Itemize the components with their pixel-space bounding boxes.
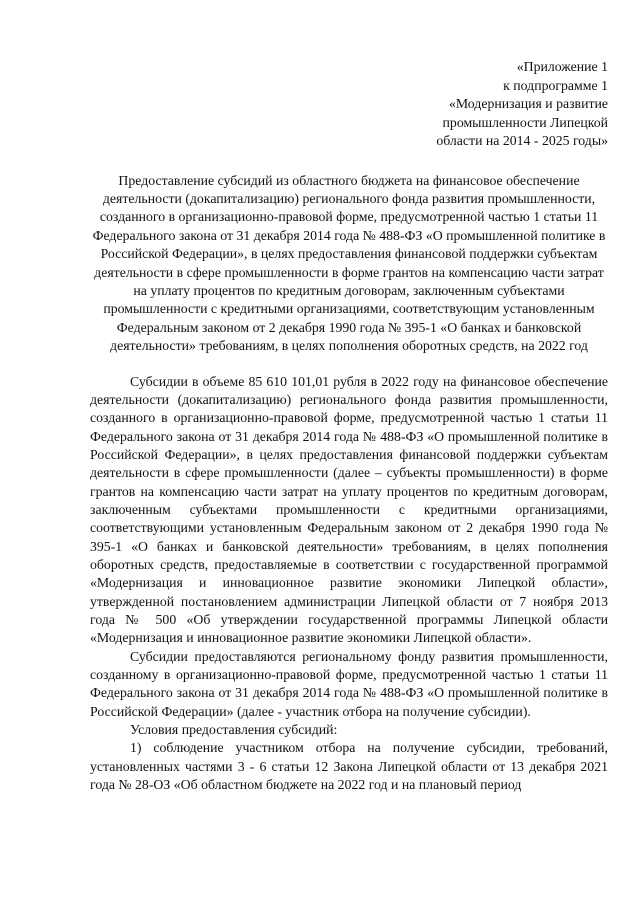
body-paragraph: Субсидии предоставляются региональному фонду развития промышленности, созданному в организационно-правовой форме, предусмотренной частью 1 статьи 11 Федерального закона от 31 декабря 2014 года № 488-ФЗ «О промышленной политике в Российской Федерации» (далее - участник отбора на получение субсидии). — [90, 648, 608, 719]
appendix-line: «Модернизация и развитие — [448, 96, 608, 111]
appendix-line: «Приложение 1 — [516, 59, 608, 74]
body-paragraph: Условия предоставления субсидий: — [130, 722, 338, 738]
body-paragraph: Субсидии в объеме 85 610 101,01 рубля в 2022 году на финансовое обеспечение деятельности (докапитализацию) регионального фонда развития промышленности, созданного в организационно-правовой форме, предусмотренной частью 1 статьи 11 Федерального закона от 31 декабря 2014 года № 488-ФЗ «О промышленной политике в Российской Федерации», в целях предоставления финансовой поддержки субъектам деятельности в сфере промышленности (далее – субъекты промышленности) в форме грантов на компенсацию части затрат на уплату процентов по кредитным договорам, заключенным субъектами промышленности с кредитными организациями, соответствующими установленным Федеральным законом от 2 декабря 1990 года № 395-1 «О банках и банковской деятельности» требованиям, в целях пополнения оборотных средств, предоставляемые в соответствии с государственной программой «Модернизация и инновационное развитие экономики Липецкой области», утвержденной постановлением администрации Липецкой области от 7 ноября 2013 года № 500 «Об утверждении государственной программы Липецкой области «Модернизация и инновационное развитие экономики Липецкой области». — [90, 373, 608, 646]
appendix-line: к подпрограмме 1 — [503, 77, 608, 93]
body-paragraph: 1) соблюдение участником отбора на получение субсидии, требований, установленных частями 3 - 6 статьи 12 Закона Липецкой области от 13 декабря 2021 года № 28-ОЗ «Об областном бюджете на 2022 год и на плановый период — [90, 740, 608, 793]
appendix-line: промышленности Липецкой — [442, 114, 608, 130]
appendix-header — [90, 58, 608, 151]
document-title: Предоставление субсидий из областного бюджета на финансовое обеспечение деятельности (докапитализацию) регионального фонда развития промышленности, созданного в организационно-правовой форме, предусмотренной частью 1 статьи 11 Федерального закона от 31 декабря 2014 года № 488-ФЗ «О промышленной политике в Российской Федерации», в целях предоставления финансовой поддержки субъектам деятельности в сфере промышленности в форме грантов на компенсацию части затрат на уплату процентов по кредитным договорам, заключенным субъектами промышленности с кредитными организациями, соответствующим установленным Федеральным законом от 2 декабря 1990 года № 395-1 «О банках и банковской деятельности» требованиям, в целях пополнения оборотных средств, на 2022 год — [92, 172, 606, 354]
appendix-line: области на 2014 - 2025 годы» — [436, 133, 608, 148]
document-body — [90, 373, 608, 795]
